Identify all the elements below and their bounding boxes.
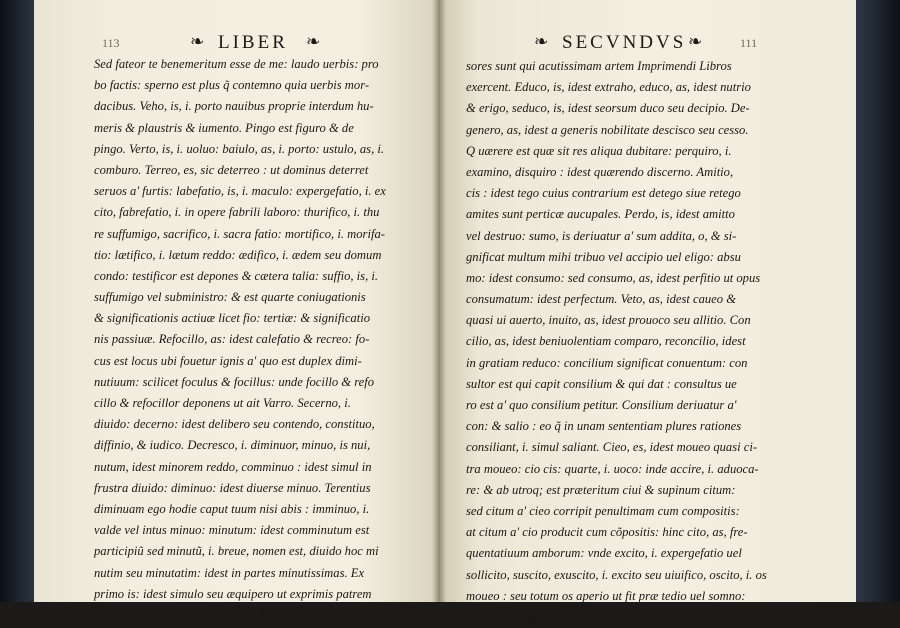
text-line: comburo. Terreo, es, sic deterreo : ut dominus deterret <box>94 162 369 177</box>
text-line: nutiuum: scilicet foculus & focillus: unde focillo & refo <box>94 374 375 389</box>
text-line: frustra diuido: diminuo: idest diuerse minuo. Terentius <box>94 480 371 495</box>
text-line: sed citum a' cieo corripit penultimam cum compositis: <box>466 503 740 518</box>
text-line: sollicito, suscito, exuscito, i. excito seu uiuifico, oscito, i. os <box>466 567 767 582</box>
text-line: sultor est qui capit consilium & qui dat : consultus ue <box>466 376 737 391</box>
text-line: re suffumigo, sacrifico, i. sacra fatio: mortifico, i. morifa- <box>94 226 385 241</box>
text-line: cito, fabrefatio, i. in opere fabrili laboro: thurifico, i. thu <box>94 205 380 220</box>
fleuron-ornament-icon: ❧ <box>688 32 703 51</box>
text-line: quasi ui auerto, inuito, as, idest prouoco seu allitio. Con <box>466 313 751 328</box>
text-line: suffumigo vel subministro: & est quarte coniugationis <box>94 290 366 305</box>
right-page-body <box>466 56 836 628</box>
text-line: con: & salio : eo q̃ in unam sententiam plures rationes <box>466 419 742 434</box>
text-line: consiliant, i. simul saliant. Cieo, es, idest moueo quasi ci- <box>466 440 758 455</box>
text-line: moueo : seu totum os aperio ut fit præ tedio uel somno: <box>466 588 746 603</box>
text-line: nutum, idest minorem reddo, comminuo : idest simul in <box>94 459 372 474</box>
text-line: reprimo: idest refreno: imprimo, i. effingo: vnde Impres- <box>94 607 379 622</box>
book-gutter <box>432 0 446 602</box>
text-line: vel destruo: sumo, is deriuatur a' sum addita, o, & si- <box>466 228 737 243</box>
text-line: diuido: decerno: idest delibero seu contendo, constituo, <box>94 417 375 432</box>
fleuron-ornament-icon: ❧ <box>534 32 549 51</box>
text-line: cillo & refocillor deponens ut ait Varro. Secerno, i. <box>94 396 351 410</box>
text-line: dacibus. Veho, is, i. porto nauibus proprie interdum hu- <box>94 99 374 114</box>
left-page <box>34 0 438 622</box>
text-line: tio: lætifico, i. lætum reddo: ædifico, i. ædem seu domum <box>94 247 382 262</box>
left-page-body <box>94 54 434 626</box>
text-line: sores sunt qui acutissimam artem Imprimendi Libros <box>466 59 732 73</box>
book-cover-left-edge <box>0 0 34 602</box>
right-running-head: SECVNDVS <box>562 32 687 53</box>
text-line: quentatiuum amborum: vnde excito, i. expergefatio uel <box>466 546 742 561</box>
text-line: nis passiuæ. Refocillo, as: idest calefatio & recreo: fo- <box>94 332 370 347</box>
left-running-head: LIBER <box>218 32 288 53</box>
fleuron-ornament-icon: ❧ <box>306 32 321 51</box>
text-line: amites sunt perticæ aucupales. Perdo, is, idest amitto <box>466 207 735 222</box>
text-line: pingo. Verto, is, i. uoluo: baiulo, as, i. porto: ustulo, as, i. <box>94 141 385 156</box>
text-line: primo is: idest simulo seu æquipero ut exprimis patrem <box>94 586 372 601</box>
text-line: nutim seu minutatim: idest in partes minutissimas. Ex <box>94 565 365 580</box>
text-line: re: & ab utroq; est præteritum ciui & supinum citum: <box>466 482 736 497</box>
text-line: at citum a' cio producit cum cõpositis: hinc cito, as, fre- <box>466 525 748 540</box>
text-line: gnificat multum mihi tribuo vel accipio uel eligo: absu <box>466 249 741 264</box>
fleuron-ornament-icon: ❧ <box>190 32 205 51</box>
text-line: oscitor est deponens: sic Cicero sedetis & oscitamini. <box>466 609 737 624</box>
text-line: participiũ sed minutũ, i. breue, nomen est, diuido hoc mi <box>94 544 379 559</box>
text-line: seruos a' furtis: labefatio, is, i. maculo: expergefatio, i. ex <box>94 184 386 199</box>
text-line: examino, disquiro : idest quærendo discerno. Amitio, <box>466 164 734 179</box>
text-line: cus est locus ubi fouetur ignis a' quo est duplex dimi- <box>94 353 362 368</box>
text-line: & erigo, seduco, is, idest seorsum duco seu decipio. De- <box>466 101 750 116</box>
text-line: diminuam ego hodie caput tuum nisi abis : imminuo, i. <box>94 501 370 516</box>
right-page-header <box>438 30 856 54</box>
text-line: bo factis: sperno est plus q̃ contemno quia uerbis mor- <box>94 78 370 93</box>
text-line: genero, as, idest a generis nobilitate descisco seu cesso. <box>466 122 749 137</box>
right-page <box>438 0 856 624</box>
text-line: cis : idest tego cuius contrarium est detego siue retego <box>466 186 741 201</box>
text-line: valde vel intus minuo: minutum: idest comminutum est <box>94 523 370 538</box>
text-line: Sed fateor te benemeritum esse de me: laudo uerbis: pro <box>94 57 379 71</box>
text-line: condo: testificor est depones & cætera talia: suffio, is, i. <box>94 268 379 283</box>
right-page-number: 111 <box>740 36 758 50</box>
text-line: tra moueo: cio cis: quarte, i. uoco: inde accire, i. aduoca- <box>466 461 759 476</box>
left-page-header <box>34 30 438 54</box>
left-page-number: 113 <box>102 36 120 50</box>
text-line: & significationis actiuæ licet fio: tertiæ: & significatio <box>94 311 370 326</box>
book-cover-right-edge <box>856 0 900 602</box>
text-line: in gratiam reduco: concilium significat conuentum: con <box>466 355 748 370</box>
text-line: diffinio, & iudico. Decresco, i. diminuor, minuo, is nui, <box>94 438 371 453</box>
text-line: meris & plaustris & iumento. Pingo est figuro & de <box>94 120 354 135</box>
text-line: ro est a' quo consilium petitur. Consilium deriuatur a' <box>466 398 737 412</box>
text-line: exercent. Educo, is, idest extraho, educo, as, idest nutrio <box>466 80 751 95</box>
text-line: consumatum: idest perfectum. Veto, as, idest caueo & <box>466 292 737 307</box>
text-line: mo: idest consumo: sed consumo, as, idest perfitio ut opus <box>466 270 761 285</box>
text-line: cilio, as, idest beniuolentiam comparo, reconcilio, idest <box>466 334 746 349</box>
text-line: Q uærere est quæ sit res aliqua dubitare: perquiro, i. <box>466 143 732 158</box>
